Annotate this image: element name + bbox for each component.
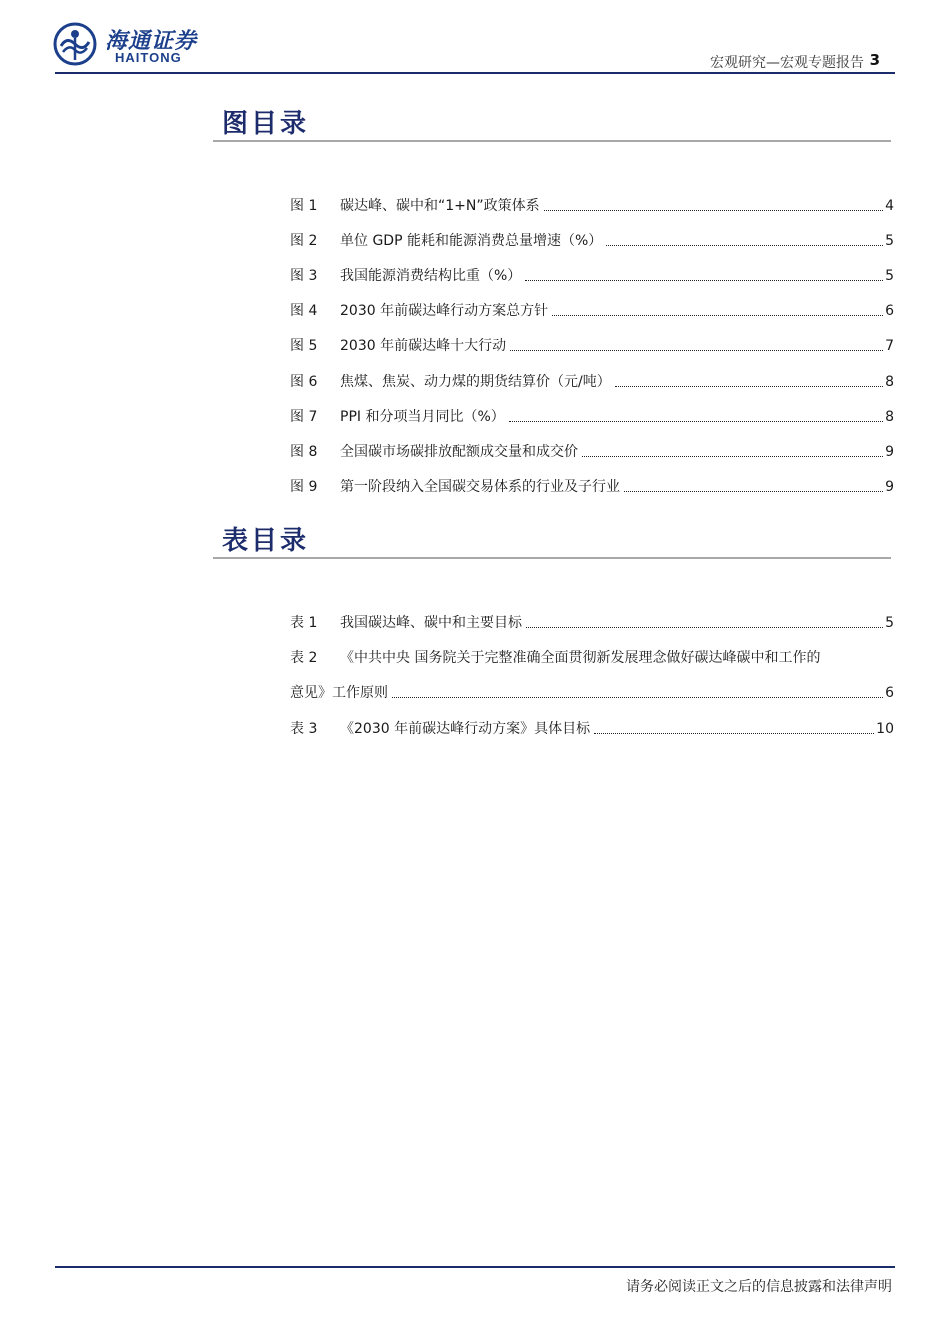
toc-dot-leader [615,386,883,387]
disclaimer-note: 请务必阅读正文之后的信息披露和法律声明 [626,1279,892,1295]
toc-entry-label: 表 1 [290,615,318,631]
toc-entry-label: 图 7 [290,409,318,425]
toc-entry-title: 2030 年前碳达峰十大行动 [340,338,507,354]
toc-entry[interactable] [290,440,894,462]
toc-dot-leader [552,315,883,316]
toc-entry-page: 4 [885,198,894,214]
toc-entry-wrapped-first-line[interactable] [290,646,894,668]
toc-dot-leader [509,421,883,422]
logo-english-name: HAITONG [115,50,182,65]
toc-entry[interactable] [290,611,894,633]
logo-chinese-name: 海通证券 [105,28,198,54]
haitong-emblem-icon [53,22,97,66]
toc-entry-title: 单位 GDP 能耗和能源消费总量增速（%） [340,233,603,249]
header-divider [55,72,895,74]
toc-entry-label: 图 4 [290,303,318,319]
toc-entry-page: 6 [885,303,894,319]
toc-entry-title: 碳达峰、碳中和“1+N”政策体系 [340,198,540,214]
toc-entry-label: 表 3 [290,721,318,737]
toc-entry-title: 全国碳市场碳排放配额成交量和成交价 [340,444,578,460]
toc-dot-leader [582,456,883,457]
toc-entry[interactable] [290,229,894,251]
figures-section-title: 图目录 [222,109,310,139]
toc-entry-title: 焦煤、焦炭、动力煤的期货结算价（元/吨） [340,374,611,390]
toc-entry-page: 6 [885,685,894,701]
toc-entry[interactable] [290,370,894,392]
report-category: 宏观研究—宏观专题报告 [710,55,864,71]
toc-dot-leader [526,627,883,628]
toc-entry-label: 图 9 [290,479,318,495]
toc-dot-leader [544,210,883,211]
toc-entry-title-line2: 意见》工作原则 [290,685,388,701]
toc-entry-label: 图 3 [290,268,318,284]
toc-entry-page: 8 [885,409,894,425]
toc-entry-page: 9 [885,479,894,495]
toc-entry-title: 我国能源消费结构比重（%） [340,268,522,284]
tables-section-divider [213,557,891,559]
toc-entry-title: 第一阶段纳入全国碳交易体系的行业及子行业 [340,479,620,495]
toc-dot-leader [510,350,883,351]
toc-entry-title: 2030 年前碳达峰行动方案总方针 [340,303,549,319]
toc-dot-leader [392,697,883,698]
tables-section-title: 表目录 [222,526,310,556]
toc-entry[interactable] [290,475,894,497]
toc-entry-label: 图 6 [290,374,318,390]
toc-entry-label: 图 1 [290,198,318,214]
company-logo [53,20,223,68]
toc-entry[interactable] [290,194,894,216]
toc-entry-page: 10 [876,721,894,737]
toc-entry-title-line1: 《中共中央 国务院关于完整准确全面贯彻新发展理念做好碳达峰碳中和工作的 [340,650,821,666]
toc-entry-page: 8 [885,374,894,390]
footer-divider [55,1266,895,1268]
toc-entry-title: 我国碳达峰、碳中和主要目标 [340,615,522,631]
toc-entry-page: 5 [885,233,894,249]
toc-entry[interactable] [290,405,894,427]
toc-entry[interactable] [290,299,894,321]
toc-entry-title: PPI 和分项当月同比（%） [340,409,505,425]
toc-entry-label: 图 5 [290,338,318,354]
toc-dot-leader [594,733,874,734]
toc-entry-page: 5 [885,615,894,631]
toc-entry-page: 5 [885,268,894,284]
toc-dot-leader [624,491,883,492]
toc-entry-label: 图 2 [290,233,318,249]
toc-entry[interactable] [290,264,894,286]
toc-entry-label: 图 8 [290,444,318,460]
toc-entry-page: 7 [885,338,894,354]
page-number: 3 [869,51,880,69]
toc-entry[interactable] [290,717,894,739]
toc-dot-leader [606,245,883,246]
toc-dot-leader [525,280,883,281]
toc-entry-page: 9 [885,444,894,460]
toc-entry[interactable] [290,334,894,356]
toc-entry-label: 表 2 [290,650,318,666]
toc-entry-wrapped-second-line[interactable] [290,681,894,703]
figures-section-divider [213,140,891,142]
toc-entry-title: 《2030 年前碳达峰行动方案》具体目标 [340,721,591,737]
